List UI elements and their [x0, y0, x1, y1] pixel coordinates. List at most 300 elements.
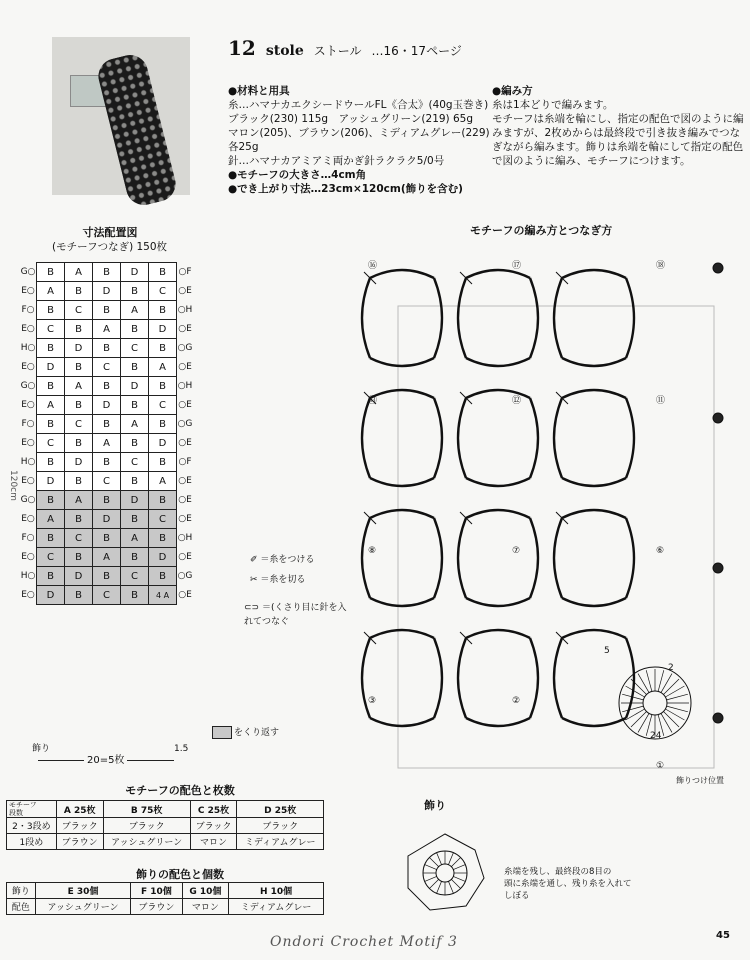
- legend-join-text: ＝(くさり目に針を入れてつなぐ: [244, 603, 347, 627]
- chain-arc: [370, 270, 434, 278]
- chain-arc: [362, 278, 370, 358]
- edge-label: ○E: [178, 400, 192, 410]
- grid-row: [20, 320, 193, 339]
- note-line: 頭に糸端を通し、残り糸を入れて: [504, 879, 632, 889]
- motif-cell: D: [65, 339, 93, 358]
- motif-cell: D: [37, 472, 65, 491]
- join-mark: [556, 632, 568, 644]
- cell: ブラウン: [56, 834, 103, 850]
- join-mark: [460, 392, 472, 404]
- stitch: [665, 686, 684, 697]
- chain-arc: [562, 478, 626, 486]
- motif-cell: A: [93, 320, 121, 339]
- chain-arc: [562, 598, 626, 606]
- chain-arc: [554, 278, 562, 358]
- join-mark: [556, 392, 568, 404]
- motif-cell: D: [149, 320, 177, 339]
- grid-row: [20, 396, 193, 415]
- stitch: [663, 679, 679, 695]
- stitch: [665, 709, 684, 720]
- motif-cell: A: [93, 548, 121, 567]
- grid-row: [20, 415, 193, 434]
- repeat-swatch: [212, 726, 232, 739]
- motif-cell: C: [37, 320, 65, 339]
- motif-cell: C: [65, 529, 93, 548]
- stitch: [667, 706, 688, 712]
- attach-dot: [713, 263, 723, 273]
- chain-arc: [466, 358, 530, 366]
- chain-arc: [626, 398, 634, 478]
- chain-arc: [362, 398, 370, 478]
- stitch: [658, 670, 664, 691]
- head-motif: モチーフ: [9, 801, 37, 809]
- motif-cell: D: [37, 586, 65, 605]
- join-mark: [556, 272, 568, 284]
- color-count-table: [6, 800, 324, 850]
- col-head: C 25枚: [190, 801, 237, 818]
- cell: ミディアムグレー: [237, 834, 324, 850]
- motif-cell: C: [37, 434, 65, 453]
- motif-cell: B: [93, 415, 121, 434]
- motif-cell: B: [93, 529, 121, 548]
- grid-row: [20, 301, 193, 320]
- edge-label: G○: [20, 381, 36, 391]
- motif-number: ①: [656, 761, 665, 771]
- attach-dot: [713, 713, 723, 723]
- decoration-title: 飾り: [424, 799, 446, 812]
- motif-cell: B: [93, 453, 121, 472]
- grid-row: [20, 567, 193, 586]
- chain-arc: [466, 630, 530, 638]
- edge-label: E○: [21, 590, 35, 600]
- round-label: 24: [650, 731, 662, 741]
- method-line: 糸は1本どりで編みます。: [492, 99, 614, 111]
- chain-arc: [562, 358, 626, 366]
- col-head: G 10個: [182, 883, 228, 899]
- legend-cut: [250, 573, 305, 587]
- decoration-diagram: [400, 830, 490, 916]
- motif-cell: 4 A: [149, 586, 177, 605]
- motif-cell: B: [121, 510, 149, 529]
- motif-cell: A: [37, 510, 65, 529]
- edge-label: ○E: [178, 286, 192, 296]
- chain-arc: [434, 278, 442, 358]
- motif-cell: D: [37, 358, 65, 377]
- motif-cell: B: [149, 339, 177, 358]
- motif-cell: B: [121, 548, 149, 567]
- cell: ミディアムグレー: [229, 899, 324, 915]
- cell: ブラウン: [131, 899, 182, 915]
- motif-cell: B: [65, 320, 93, 339]
- stitch: [626, 686, 645, 697]
- layout-subtitle: (モチーフつなぎ) 150枚: [52, 241, 168, 253]
- cell: ブラック: [103, 818, 190, 834]
- motif-cell: D: [149, 434, 177, 453]
- grid-row: [20, 491, 193, 510]
- grid-row: [20, 434, 193, 453]
- edge-label: E○: [21, 362, 35, 372]
- legend-attach-text: ＝糸をつける: [260, 555, 315, 565]
- motif-cell: B: [121, 282, 149, 301]
- stitch: [667, 694, 688, 700]
- note-line: しぼる: [504, 891, 530, 901]
- edge-label: ○E: [178, 438, 192, 448]
- edge-label: H○: [20, 343, 36, 353]
- chain-arc: [530, 278, 538, 358]
- layout-table: [20, 262, 193, 605]
- motif-cell: A: [149, 358, 177, 377]
- table1-title: モチーフの配色と枚数: [125, 784, 235, 797]
- motif-number: ⑰: [512, 261, 522, 271]
- motif-number: ⑦: [512, 546, 521, 556]
- cut-yarn-icon: ✂: [250, 575, 258, 585]
- method-line: ぎながら編みます。飾りは糸端を輪にして指定の配色: [492, 141, 744, 153]
- materials-line: 各25g: [228, 141, 259, 153]
- stitch: [661, 713, 672, 732]
- chain-arc: [466, 598, 530, 606]
- chain-arc: [458, 278, 466, 358]
- row-label: 2・3段め: [7, 818, 57, 834]
- deco-stitch: [429, 879, 438, 888]
- page-number: 45: [716, 930, 730, 941]
- pattern-name-jp: ストール: [313, 44, 362, 58]
- edge-label: ○G: [177, 343, 193, 353]
- motif-number: ⑯: [368, 261, 378, 271]
- chain-arc: [370, 598, 434, 606]
- motif-cell: B: [121, 586, 149, 605]
- deco-stitch: [448, 853, 453, 865]
- method-line: みますが、2枚めからは最終段で引き抜き編みでつな: [492, 127, 741, 139]
- motif-cell: B: [121, 358, 149, 377]
- edge-label: E○: [21, 476, 35, 486]
- chain-arc: [466, 718, 530, 726]
- motif-cell: C: [149, 510, 177, 529]
- deco-stitch: [448, 881, 453, 893]
- chain-arc: [458, 638, 466, 718]
- chain-arc: [554, 518, 562, 598]
- table2-title: 飾りの配色と個数: [136, 868, 224, 881]
- join-mark: [460, 512, 472, 524]
- motif-cell: B: [93, 377, 121, 396]
- motif-number: ②: [512, 696, 521, 706]
- motif-cell: A: [121, 529, 149, 548]
- edge-label: F○: [21, 533, 35, 543]
- motif-cell: B: [65, 586, 93, 605]
- motif-cell: C: [93, 472, 121, 491]
- edge-label: ○G: [177, 571, 193, 581]
- side-measure: 120cm: [8, 470, 18, 501]
- deco-stitch: [425, 876, 437, 881]
- deco-stitch: [429, 857, 438, 866]
- edge-label: ○H: [177, 381, 193, 391]
- motif-cell: B: [121, 434, 149, 453]
- edge-label: E○: [21, 514, 35, 524]
- chain-arc: [362, 638, 370, 718]
- chain-arc: [362, 518, 370, 598]
- motif-cell: B: [37, 491, 65, 510]
- motif-cell: B: [121, 320, 149, 339]
- chain-arc: [458, 518, 466, 598]
- motif-cell: C: [37, 548, 65, 567]
- col-head: F 10個: [131, 883, 182, 899]
- motif-cell: A: [121, 301, 149, 320]
- col-head: D 25枚: [237, 801, 324, 818]
- motif-cell: B: [121, 472, 149, 491]
- col-head: B 75枚: [103, 801, 190, 818]
- motif-cell: B: [37, 377, 65, 396]
- chain-arc: [626, 278, 634, 358]
- method-block: [492, 84, 743, 168]
- row-label: 1段め: [7, 834, 57, 850]
- materials-line: マロン(205)、ブラウン(206)、ミディアムグレー(229): [228, 127, 490, 139]
- photo-stole: [95, 51, 180, 209]
- method-heading: ●編み方: [492, 85, 533, 97]
- round-label: 5: [604, 646, 610, 656]
- motif-number: ③: [368, 696, 377, 706]
- motif-cell: A: [65, 377, 93, 396]
- edge-label: ○E: [178, 324, 192, 334]
- motif-cell: D: [121, 491, 149, 510]
- motif-cell: C: [121, 339, 149, 358]
- motif-cell: B: [93, 301, 121, 320]
- motif-cell: A: [93, 434, 121, 453]
- edge-label: H○: [20, 457, 36, 467]
- motif-layout-grid: [20, 262, 193, 605]
- edge-label: E○: [21, 552, 35, 562]
- chain-arc: [562, 718, 626, 726]
- materials-heading: ●材料と用具: [228, 85, 290, 97]
- chain-arc: [466, 270, 530, 278]
- decoration-note: [504, 866, 632, 902]
- motif-cell: B: [37, 339, 65, 358]
- motif-cell: D: [121, 263, 149, 282]
- motif-cell: A: [121, 415, 149, 434]
- motif-cell: C: [93, 586, 121, 605]
- motif-cell: D: [93, 282, 121, 301]
- motif-cell: B: [37, 453, 65, 472]
- motif-cell: B: [149, 263, 177, 282]
- motif-cell: A: [65, 263, 93, 282]
- motif-cell: B: [37, 567, 65, 586]
- chain-arc: [370, 478, 434, 486]
- motif-diagram-title: モチーフの編み方とつなぎ方: [470, 224, 613, 237]
- join-mark: [460, 632, 472, 644]
- edge-label: ○H: [177, 305, 193, 315]
- chain-arc: [370, 718, 434, 726]
- edge-label: F○: [21, 419, 35, 429]
- chain-arc: [434, 398, 442, 478]
- corner-header: [7, 801, 57, 818]
- edge-label: E○: [21, 286, 35, 296]
- grid-row: [20, 510, 193, 529]
- cell: アッシュグリーン: [35, 899, 130, 915]
- motif-cell: C: [121, 567, 149, 586]
- legend-cut-text: ＝糸を切る: [260, 575, 306, 585]
- motif-cell: B: [65, 472, 93, 491]
- motif-cell: B: [149, 491, 177, 510]
- chain-arc: [562, 270, 626, 278]
- motif-cell: B: [149, 567, 177, 586]
- motif-cell: B: [65, 358, 93, 377]
- edge-label: H○: [20, 571, 36, 581]
- join-mark: [460, 272, 472, 284]
- stitch: [631, 711, 647, 727]
- motif-cell: C: [65, 415, 93, 434]
- join-mark: [364, 632, 376, 644]
- motif-cell: B: [93, 263, 121, 282]
- stitch: [638, 674, 649, 693]
- stitch: [661, 674, 672, 693]
- chain-arc: [466, 510, 530, 518]
- col-head: H 10個: [229, 883, 324, 899]
- motif-number: ⑪: [656, 396, 666, 406]
- cell: ブラック: [190, 818, 237, 834]
- edge-label: G○: [20, 495, 36, 505]
- pattern-title: [228, 36, 462, 60]
- edge-label: ○H: [177, 533, 193, 543]
- deco-stitch: [451, 857, 460, 866]
- chain-arc: [562, 630, 626, 638]
- decoration-table: [6, 882, 324, 915]
- edge-label: F○: [21, 305, 35, 315]
- motif-cell: C: [93, 358, 121, 377]
- motif-cell: D: [149, 548, 177, 567]
- stitch: [638, 713, 649, 732]
- motif-cell: B: [149, 453, 177, 472]
- cell: ブラック: [56, 818, 103, 834]
- edge-label: ○F: [178, 457, 192, 467]
- chain-arc: [562, 390, 626, 398]
- chain-arc: [530, 398, 538, 478]
- motif-number: ⑥: [656, 546, 665, 556]
- deco-stitch: [425, 865, 437, 870]
- motif-cell: B: [149, 529, 177, 548]
- chain-arc: [466, 478, 530, 486]
- materials-block: [228, 84, 490, 196]
- chain-arc: [626, 638, 634, 718]
- motif-cell: B: [93, 339, 121, 358]
- join-mark: [556, 512, 568, 524]
- motif-cell: B: [149, 301, 177, 320]
- chain-arc: [530, 518, 538, 598]
- head-round: 段数: [9, 809, 23, 817]
- motif-cell: C: [121, 453, 149, 472]
- deco-stitch: [453, 865, 465, 870]
- product-photo: [52, 37, 190, 195]
- motif-cell: A: [149, 472, 177, 491]
- join-loop-icon: ⊂⊃: [244, 603, 260, 613]
- chain-arc: [370, 390, 434, 398]
- grid-row: [20, 529, 193, 548]
- motif-joining-diagram: [350, 248, 730, 778]
- repeat-legend: をくり返す: [234, 728, 280, 738]
- motif-cell: D: [93, 510, 121, 529]
- grid-row: [20, 377, 193, 396]
- grid-row: [20, 453, 193, 472]
- motif-cell: D: [65, 567, 93, 586]
- stitch: [646, 670, 652, 691]
- bottom-measure: 20=5枚: [84, 754, 127, 768]
- deco-stitch: [437, 853, 442, 865]
- edge-label-right: 1.5: [174, 744, 189, 754]
- deco-stitch: [453, 876, 465, 881]
- col-head: E 30個: [35, 883, 130, 899]
- attach-dot: [713, 413, 723, 423]
- deco-stitch: [437, 881, 442, 893]
- edge-label: E○: [21, 324, 35, 334]
- row-label: 飾り: [7, 883, 36, 899]
- chain-arc: [370, 630, 434, 638]
- stitch: [622, 706, 643, 712]
- motif-cell: D: [65, 453, 93, 472]
- motif-cell: A: [65, 491, 93, 510]
- edge-label: ○G: [177, 419, 193, 429]
- page-reference: …16・17ページ: [371, 44, 462, 58]
- grid-row: [20, 472, 193, 491]
- legend-attach: [250, 553, 314, 567]
- materials-line: ブラック(230) 115g アッシュグリーン(219) 65g: [228, 113, 474, 125]
- grid-row: [20, 586, 193, 605]
- motif-number: ⑱: [656, 261, 666, 271]
- grid-row: [20, 263, 193, 282]
- method-line: で図のように編み、モチーフにつけます。: [492, 155, 691, 167]
- chain-arc: [370, 510, 434, 518]
- motif-cell: B: [121, 396, 149, 415]
- motif-cell: B: [65, 434, 93, 453]
- motif-cell: B: [93, 567, 121, 586]
- edge-label: E○: [21, 400, 35, 410]
- motif-number: ⑧: [368, 546, 377, 556]
- edge-label: ○F: [178, 267, 192, 277]
- motif-size: ●モチーフの大きさ…4cm角: [228, 169, 367, 181]
- motif-cell: B: [37, 263, 65, 282]
- motif-cell: B: [37, 301, 65, 320]
- motif-cell: B: [65, 548, 93, 567]
- motif-cell: C: [149, 282, 177, 301]
- grid-row: [20, 358, 193, 377]
- edge-label: ○E: [178, 552, 192, 562]
- join-mark: [364, 512, 376, 524]
- motif-cell: B: [93, 491, 121, 510]
- chain-arc: [458, 398, 466, 478]
- chain-arc: [626, 518, 634, 598]
- attach-yarn-icon: ✐: [250, 555, 258, 565]
- note-line: 糸端を残し、最終段の8目の: [504, 867, 612, 877]
- cell: アッシュグリーン: [103, 834, 190, 850]
- motif-cell: A: [37, 282, 65, 301]
- edge-label: G○: [20, 267, 36, 277]
- motif-cell: D: [93, 396, 121, 415]
- method-line: モチーフは糸端を輪にし、指定の配色で図のように編: [492, 113, 744, 125]
- pattern-number: 12: [228, 36, 256, 60]
- edge-label: ○E: [178, 362, 192, 372]
- edge-label: E○: [21, 438, 35, 448]
- motif-cell: C: [149, 396, 177, 415]
- motif-cell: B: [37, 415, 65, 434]
- grid-row: [20, 548, 193, 567]
- motif-cell: B: [149, 377, 177, 396]
- stitch: [663, 711, 679, 727]
- chain-arc: [370, 358, 434, 366]
- footer-credit: Ondori Crochet Motif 3: [270, 934, 458, 950]
- legend-join: [244, 601, 354, 629]
- cell: マロン: [182, 899, 228, 915]
- grid-row: [20, 339, 193, 358]
- chain-arc: [434, 518, 442, 598]
- motif-cell: D: [121, 377, 149, 396]
- materials-line: 糸…ハマナカエクシードウールFL《合太》(40g玉巻き): [228, 99, 489, 111]
- finished-size: ●でき上がり寸法…23cm×120cm(飾りを含む): [228, 183, 463, 195]
